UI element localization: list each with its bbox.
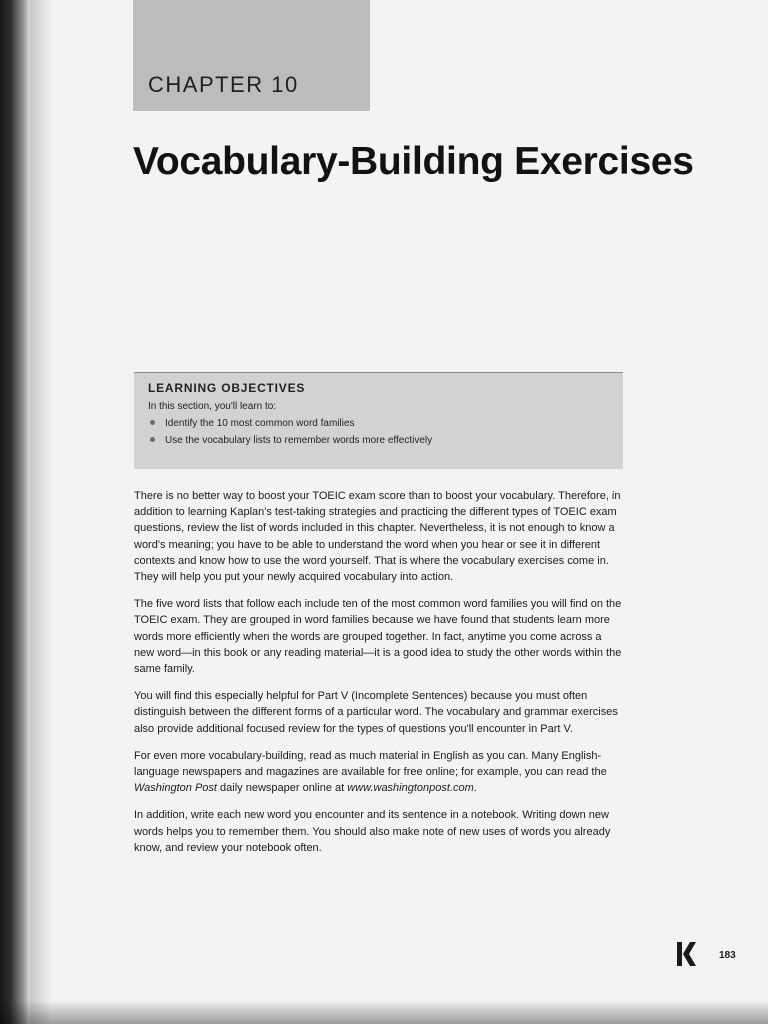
learning-objectives-box bbox=[134, 372, 623, 469]
page-number: 183 bbox=[719, 950, 736, 961]
publication-name: Washington Post bbox=[134, 782, 217, 795]
page-title: Vocabulary-Building Exercises bbox=[133, 140, 694, 183]
body-text bbox=[134, 488, 624, 867]
paragraph: In addition, write each new word you encounter and its sentence in a notebook. Writing down new words helps you to remember them. You should also make note of new uses of words you already know, and review your notebook often. bbox=[134, 809, 611, 854]
bullet-icon bbox=[150, 420, 155, 425]
paragraph: You will find this especially helpful for Part V (Incomplete Sentences) because you must often distinguish between the different forms of a particular word. The vocabulary and grammar exercises also provide additional focused review for the types of questions you'll encounter in Part V. bbox=[134, 690, 618, 735]
list-item bbox=[148, 432, 623, 449]
book-spine-shadow bbox=[0, 0, 30, 1024]
page-bottom-shadow bbox=[0, 1000, 768, 1024]
objective-text: Use the vocabulary lists to remember words more effectively bbox=[165, 435, 433, 446]
paragraph: There is no better way to boost your TOEIC exam score than to boost your vocabulary. Therefore, in addition to learning Kaplan's test-taking strategies and practicing the different types of TOEIC exam questions, review the list of words included in this chapter. Nevertheless, it is not enough to know a word's meaning; you have to be able to understand the word when you hear or see it in different contexts and know how to use the word yourself. That is where the vocabulary exercises come in. They will help you put your newly acquired vocabulary into action. bbox=[134, 490, 621, 584]
bullet-icon bbox=[150, 437, 155, 442]
learning-objectives-list bbox=[148, 415, 623, 449]
paragraph-text: daily newspaper online at bbox=[216, 782, 348, 795]
list-item bbox=[148, 415, 623, 432]
paragraph: The five word lists that follow each include ten of the most common word families you will find on the TOEIC exam. They are grouped in word families because we have found that students learn more words more efficiently when the words are grouped together. In fact, anytime you come across a new word—in this book or any reading material—it is a good idea to study the other words within the same family. bbox=[134, 598, 622, 676]
chapter-label: CHAPTER 10 bbox=[148, 72, 299, 97]
learning-objectives-heading: LEARNING OBJECTIVES bbox=[148, 381, 306, 395]
learning-objectives-intro: In this section, you'll learn to: bbox=[148, 401, 277, 412]
paragraph bbox=[134, 748, 624, 797]
chapter-header-box bbox=[133, 0, 370, 111]
website-url: www.washingtonpost.com bbox=[347, 782, 474, 795]
objective-text: Identify the 10 most common word families bbox=[165, 418, 355, 429]
gutter-shadow bbox=[30, 0, 52, 1024]
paragraph-text: . bbox=[473, 782, 477, 795]
paragraph-text: For even more vocabulary-building, read as much material in English as you can. Many English-language newspapers and magazines are available for free online; for example, you can read the bbox=[134, 749, 607, 779]
kaplan-k-logo-icon bbox=[677, 942, 697, 966]
